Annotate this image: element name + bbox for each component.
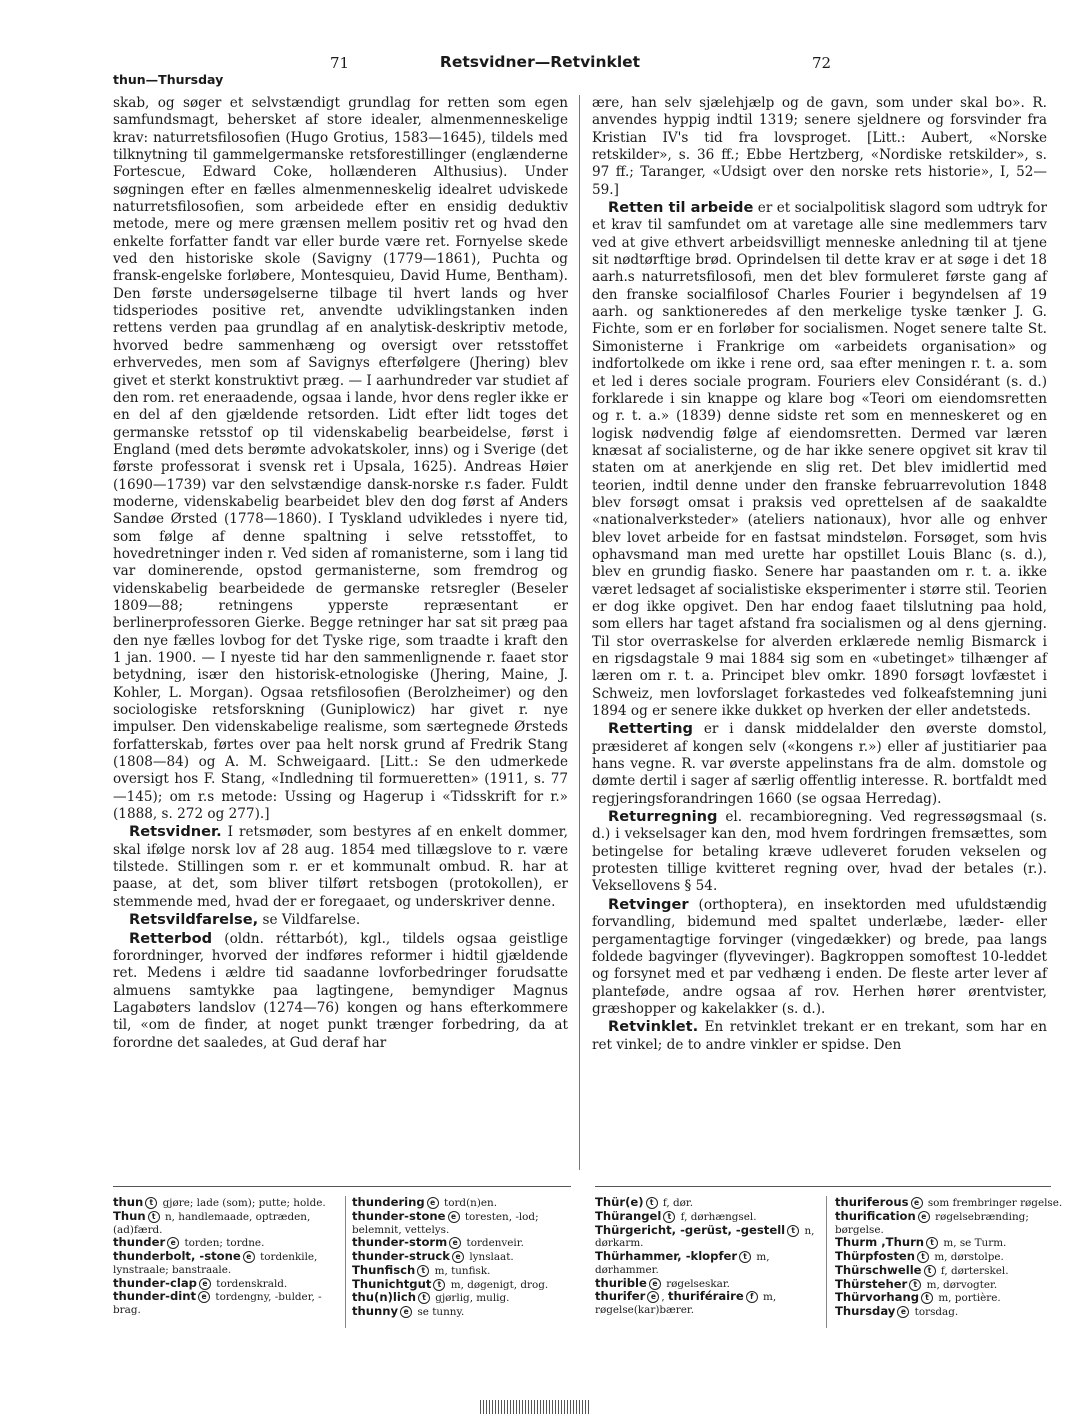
glossary-entry — [352, 1196, 580, 1210]
glossary-word: thunderbolt, -stone — [113, 1249, 241, 1263]
language-badge-icon: t — [418, 1292, 430, 1304]
glossary-divider-2 — [826, 1196, 827, 1328]
glossary-rule-left — [113, 1186, 571, 1187]
scan-mark — [480, 1400, 590, 1414]
glossary-rule-right — [595, 1186, 1051, 1187]
glossary-entry — [595, 1250, 823, 1277]
glossary-word: Thürhammer, -klopfer — [595, 1249, 738, 1263]
glossary-entry — [835, 1210, 1063, 1237]
entry-text: er i dansk middelalder den øverste domstol, præsideret af kongen selv («kongens r.») eller af justitiarier paa hans vegne. R. var øverste appelinstans fra de alm. domstole og dømte dertil i sager af særlig offentlig interesse. R. bortfaldt med regjeringsforandringen 1660 (se ogsaa Herredag). — [592, 721, 1047, 807]
language-badge-icon: e — [448, 1211, 460, 1223]
glossary-entry — [113, 1210, 341, 1237]
glossary-definition: m, dørvogter. — [926, 1278, 998, 1291]
glossary-entry — [835, 1264, 1063, 1278]
article-entry — [592, 808, 1047, 896]
glossary-word: Thürsteher — [835, 1276, 908, 1291]
glossary-definition: m, døgenigt, drog. — [450, 1278, 549, 1291]
glossary-entry — [352, 1236, 580, 1250]
entry-headword: Retsvildfarelse, — [129, 911, 259, 929]
entry-text: (oldn. réttarbót), kgl., tildels ogsaa geistlige forordninger, hvorved der indføres reformer i hidtil gjældende ret. Medens i ældre tid saadanne lovforbedringer forudsatte almuens samtykke paa lagtingene, bemyndiger Magnus Lagabøters landslov (1274—76) kongen og hans efterkommere til, «om de finder, at noget punkt trænger forbedring, da at forordne det saaledes, at Gud deraf har — [113, 930, 568, 1051]
glossary-definition: toresten, -lod; belemnit, vettelys. — [352, 1210, 539, 1236]
glossary-entry — [835, 1196, 1063, 1210]
glossary-word: thunny — [352, 1304, 399, 1318]
glossary-column-2 — [352, 1196, 580, 1319]
glossary-column-3 — [595, 1196, 823, 1317]
language-badge-icon: e — [897, 1306, 909, 1318]
page-number-right: 72 — [812, 54, 832, 72]
glossary-entry — [352, 1291, 580, 1305]
glossary-word: thunder-clap — [113, 1275, 197, 1290]
entry-headword: Retten til arbeide — [608, 199, 754, 217]
glossary-word: thurible — [595, 1275, 647, 1290]
glossary-definition: f, dørhængsel. — [680, 1210, 757, 1223]
entry-headword: Retterbod — [129, 929, 213, 947]
glossary-column-4 — [835, 1196, 1063, 1319]
glossary-definition: f, dør. — [662, 1197, 694, 1209]
language-badge-icon: t — [909, 1279, 921, 1291]
glossary-divider-1 — [345, 1196, 346, 1328]
glossary-definition: tord(n)en. — [444, 1197, 498, 1209]
language-badge-icon: e — [647, 1291, 659, 1303]
language-badge-icon: t — [148, 1211, 160, 1223]
entry-headword: Retvinger — [608, 895, 689, 913]
glossary-definition: tordenveir. — [466, 1237, 524, 1250]
entry-headword: Retvinklet. — [608, 1018, 699, 1036]
glossary-definition: m, portière. — [938, 1292, 1001, 1305]
article-entry — [113, 911, 568, 929]
language-badge-icon: t — [926, 1237, 938, 1249]
column-divider — [579, 95, 580, 1170]
entry-text: ære, han selv sjælehjælp og de gavn, som under skal bo». R. anvendes hyppig indtil 1319; senere sjeldnere og forsvinder fra Kristian IV's tid fra lovsproget. [Litt.: Aubert, «Norske retskilder», s. 36 ff.; Ebbe Hertzberg, «Nordiske retskilder», s. 97 ff.; Taranger, «Udsigt over den norske rets historie», I, 52—59.] — [592, 95, 1047, 198]
glossary-entry — [352, 1210, 580, 1237]
language-badge-icon: e — [167, 1237, 179, 1249]
language-badge-icon: e — [449, 1237, 461, 1249]
entry-text: (orthoptera), en insektorden med ufuldstændig forvandling, bidemund med spaltet underlæbe, læder- eller pergamentagtige forvinger (vingedækker) og brede, paa langs foldede bagvinger (flyvevinger). Bagkroppen somoftest 10-leddet og forsynet med et par vedhæng i enden. De fleste arter lever af planteføde, andre ogsaa af rov. Herhen hører ørentvister, græshopper og kakelakker (s. d.). — [592, 896, 1047, 1017]
glossary-entry — [595, 1224, 823, 1251]
glossary-word: Thürschwelle — [835, 1262, 922, 1277]
glossary-definition: n, dørkarm. — [595, 1224, 815, 1250]
article-continuation — [113, 95, 568, 823]
page-number-left: 71 — [330, 54, 350, 72]
glossary-word: thundering — [352, 1195, 425, 1209]
glossary-word: Thurm ,Thurn — [835, 1235, 925, 1250]
glossary-entry — [113, 1236, 341, 1250]
glossary-entry — [595, 1210, 823, 1224]
glossary-entry — [352, 1250, 580, 1264]
glossary-definition: lynslaat. — [469, 1251, 514, 1263]
glossary-definition: se tunny. — [417, 1306, 465, 1318]
entry-text: En retvinklet trekant er en trekant, som har en ret vinkel; de to andre vinkler er spidse. Den — [592, 1019, 1047, 1053]
glossary-definition: m, dørstolpe. — [934, 1251, 1004, 1263]
glossary-word: thu(n)lich — [352, 1290, 416, 1305]
glossary-definition: gjøre; lade (som); putte; holde. — [162, 1197, 326, 1209]
glossary-definition: m, røgelse(kar)bærer. — [595, 1291, 777, 1316]
language-badge-icon: f — [746, 1291, 758, 1303]
glossary-word: thunder-struck — [352, 1249, 450, 1263]
glossary-word: Thun — [113, 1208, 146, 1223]
glossary-entry — [352, 1264, 580, 1278]
glossary-entry — [835, 1305, 1063, 1319]
glossary-definition: n, handlemaade, optræden, (ad)færd. — [113, 1210, 311, 1236]
glossary-definition: torden; tordne. — [184, 1237, 265, 1250]
glossary-word: thuriféraire — [667, 1289, 744, 1304]
left-column — [113, 95, 568, 1052]
glossary-definition: f, dørterskel. — [940, 1264, 1009, 1277]
entry-headword: Retterting — [608, 720, 693, 738]
glossary-word: thunder-storm — [352, 1235, 448, 1250]
glossary-word: Thunichtgut — [352, 1276, 432, 1291]
glossary-entry — [113, 1290, 341, 1317]
glossary-entry — [835, 1291, 1063, 1305]
glossary-definition: tordenkile, lynstraale; banstraale. — [113, 1251, 318, 1276]
entry-text: se Vildfarelse. — [258, 912, 361, 929]
glossary-word: thuriferous — [835, 1195, 909, 1209]
glossary-entry — [835, 1278, 1063, 1292]
glossary-word: thurifer — [595, 1289, 646, 1304]
glossary-entry — [352, 1278, 580, 1292]
language-badge-icon: t — [433, 1279, 445, 1291]
glossary-word: Thürvorhang — [835, 1290, 920, 1305]
entry-text: skab, og søger et selvstændigt grundlag for retten som egen samfundsmagt, behersket af store idealer, almenmenneskelige krav: naturretsfilosofien (Hugo Grotius, 1583—1645), tildels med tilknytning til gammelgermanske retsforestillinger (englænderne Fortescue, Edward Coke, hollænderen Althusius). Under søgningen efter en fælles almenmenneskelig idealret udviskede naturretsfilosofien, som arbeidede efter en ensidig deduktiv metode, mere og mere grænsen mellem positiv ret og hvad den enkelte forfatter fandt var eller burde være ret. Fornyelse skede ved den historiske skole (Savigny (1779—1861), Puchta og fransk-engelske forløbere, Montesquieu, David Hume, Bentham). Den første undersøgelserne tilbage til hvert lands og hver tidsperiodes positive ret, anvendte udviklingstanken inden rettens verden paa grundlag af en analytisk-deskriptiv metode, hvorved bedre sammenhæng og oversigt over retsstoffet erhvervedes, men som af Savignys efterfølgere (Jhering) blev givet et sterkt konstruktivt præg. — I aarhundreder var studiet af den rom. ret eneraadende, ogsaa i lande, hvor dens regler ikke er en del af den gjældende retsorden. Lidt efter lidt toges det germanske retsstof op til videnskabelig bearbeidelse, først i England (med dets berømte advokatskoler, inns) og i Sverige (det første professorat i svensk ret i Upsala, 1625). Andreas Høier (1690—1739) var den selvstændige dansk-norske r.s fader. Fuldt moderne, videnskabelig bearbeidet blev den dog først af Anders Sandøe Ørsted (1778—1860). I Tyskland udvikledes i nyere tid, som følge af denne spaltning i selve retsstoffet, to hovedretninger inden r. Ved siden af romanisterne, som i lang tid var dominerende, opstod germanisterne, som fremdrog og videnskabelig bearbeidede de germanske retsregler (Beseler 1809—88; retningens ypperste repræsentant er berlinerprofessoren Gierke. Begge retninger har sat sit præg paa den nye fælles lovbog for det Tyske rige, som traadte i kraft den 1 jan. 1900. — I nyeste tid har den sammenlignende r. faaet stor betydning, især den historisk-etnologiske (Jhering, Maine, J. Kohler, L. Morgan). Ogsaa retsfilosofien (Berolzheimer) og den sociologiske retsforskning (Guniplowicz) har givet r. nye impulser. Den videnskabelige realisme, som særtegnede Ørsteds forfatterskab, førtes over paa helt norsk grund af Fredrik Stang (1808—84) og A. M. Schweigaard. [Litt.: Se den udmerkede oversigt hos F. Stang, «Indledning til formueretten» (1911, s. 77—145); om r.s metode: Ussing og Hagerup i «Tidsskrift for r.» (1888, s. 272 og 277).] — [113, 95, 568, 823]
glossary-entry: thurifer e , thuriféraire f m, røgelse(kar)bærer. — [595, 1289, 777, 1316]
glossary-word: thunder — [113, 1235, 166, 1250]
entry-text: I retsmøder, som bestyres af en enkelt dommer, skal ifølge norsk lov af 28 aug. 1854 med tillægslove to r. være tilstede. Stillingen som r. er et kommunalt ombud. R. har at paase, at det, som bliver tilført retsbogen (protokollen), er stemmende med, hvad der er foregaaet, og underskriver denne. — [113, 824, 568, 910]
glossary-word: thun — [113, 1195, 144, 1209]
glossary-entry — [113, 1196, 341, 1210]
right-column — [592, 95, 1047, 1054]
glossary-entry — [595, 1277, 823, 1291]
entry-headword: Returregning — [608, 808, 718, 826]
glossary-word: thunder-dint — [113, 1289, 197, 1304]
language-badge-icon: t — [646, 1197, 658, 1209]
language-badge-icon: t — [917, 1251, 929, 1263]
glossary-definition: m, tunfisk. — [434, 1264, 491, 1277]
glossary-column-1 — [113, 1196, 341, 1317]
entry-headword: Retsvidner. — [129, 823, 222, 841]
language-badge-icon: e — [649, 1278, 661, 1290]
language-badge-icon: t — [787, 1225, 799, 1237]
glossary-word: thurification — [835, 1208, 916, 1223]
article-entry — [592, 199, 1047, 720]
language-badge-icon: t — [417, 1265, 429, 1277]
glossary-definition: m, dørhammer. — [595, 1251, 770, 1276]
language-badge-icon: e — [427, 1197, 439, 1209]
running-head: thun—Thursday — [113, 72, 224, 87]
article-continuation — [592, 95, 1047, 199]
glossary-entry — [835, 1250, 1063, 1264]
language-badge-icon: t — [663, 1211, 675, 1223]
glossary-word: Thür(e) — [595, 1195, 644, 1209]
glossary-entry — [352, 1305, 580, 1319]
language-badge-icon: t — [921, 1292, 933, 1304]
entry-text: el. recambioregning. Ved regressøgsmaal (s. d.) i vekselsager kan den, mod hvem fordringen fremsættes, som betingelse for betaling kræve udleveret foruden vekselen og protesten tillige kvitteret regning over, hvad der betales (r.). Veksellovens § 54. — [592, 809, 1047, 895]
glossary-word: Thürgericht, -gerüst, -gestell — [595, 1222, 786, 1237]
glossary-entry — [835, 1236, 1063, 1250]
glossary-word: Thürangel — [595, 1208, 662, 1223]
language-badge-icon: e — [452, 1251, 464, 1263]
glossary-definition: røgelsebrænding; børgelse. — [835, 1210, 1029, 1236]
language-badge-icon: e — [400, 1306, 412, 1318]
language-badge-icon: e — [198, 1291, 210, 1303]
language-badge-icon: e — [911, 1197, 923, 1209]
article-entry — [592, 896, 1047, 1018]
language-badge-icon: e — [243, 1251, 255, 1263]
glossary-entry — [595, 1196, 823, 1210]
language-badge-icon: t — [145, 1197, 157, 1209]
glossary-word: thunder-stone — [352, 1208, 446, 1223]
article-entry — [113, 930, 568, 1052]
glossary-definition: m, se Turm. — [943, 1237, 1007, 1250]
glossary-definition: røgelseskar. — [666, 1277, 730, 1290]
language-badge-icon: e — [199, 1278, 211, 1290]
glossary-definition: torsdag. — [914, 1306, 959, 1318]
glossary-word: Thürpfosten — [835, 1249, 916, 1263]
glossary-definition: gjørlig, mulig. — [435, 1292, 510, 1305]
article-entry — [592, 720, 1047, 808]
article-entry — [592, 1018, 1047, 1054]
glossary-word: Thunfisch — [352, 1262, 416, 1277]
glossary-definition: som frembringer røgelse. — [927, 1197, 1063, 1209]
glossary-definition: tordengny, -bulder, -brag. — [113, 1291, 322, 1316]
glossary-entry — [113, 1250, 341, 1277]
glossary-definition: tordenskrald. — [216, 1277, 288, 1290]
glossary-word: Thursday — [835, 1304, 896, 1318]
language-badge-icon: t — [924, 1265, 936, 1277]
article-entry — [113, 823, 568, 911]
glossary-entry — [113, 1277, 341, 1291]
language-badge-icon: t — [739, 1251, 751, 1263]
language-badge-icon: e — [918, 1211, 930, 1223]
entry-text: er et socialpolitisk slagord som udtryk for et krav til samfundet om at varetage alle sine medlemmers tarv ved at give ethvert arbeidsvilligt menneske anledning til at tjene sit nødtørftige brød. Oprindelsen til dette krav er at søge i det 18 aarh.s naturretsfilosofi, men det blev formuleret første gang af den franske socialfilosof Charles Fourier i begyndelsen af 19 aarh. og sanktioneredes af den merkelige tyske tænker J. G. Fichte, som er en forløber for socialismen. Noget senere talte St. Simonisterne i Frankrige om «arbeidets organisation» og indfortolkede om ikke i rene ord, saa efter meningen r. t. a. som et led i deres sociale program. Fouriers elev Considérant (s. d.) forklarede i sin knappe og klare bog «Teori om eiendomsretten og r. t. a.» (1839) denne sidste ret som en menneskeret og en logisk nødvendig følge af eiendomsretten. Dermed var læren knæsat af socialisterne, og de har ikke senere opgivet sit krav til staten om at anerkjende en slig ret. Det blev imidlertid med teorien, indtil denne under den franske februarrevolution 1848 blev forsøgt omsat i praksis ved oprettelsen af de saakaldte «nationalverksteder» (ateliers nationaux), hvor alle og enhver blev lovet arbeide for en fastsat mindsteløn. Forsøget, som hvis ophavsmand man med urette har opstillet Louis Blanc (s. d.), blev en grundig fiasko. Senere har paastanden om r. t. a. ikke været ledsaget af socialistiske eksperimenter i større stil. Teorien er dog ikke opgivet. Den har endog faaet tilslutning paa hold, som ellers har taget afstand fra socialismen og al dens gjerning. Til stor overraskelse for alverden erklærede nemlig Bismarck i en rigsdagstale 9 mai 1884 sig som en «ubetinget» tilhænger af læren om r. t. a. Principet blev omkr. 1890 forsøgt lovfæstet i Schweiz, men lovforslaget forkastedes ved folkeafstemning juni 1894 og er senere ikke dukket op hverken der eller andetsteds. — [592, 200, 1047, 720]
page-title: Retsvidner—Retvinklet — [439, 53, 641, 71]
